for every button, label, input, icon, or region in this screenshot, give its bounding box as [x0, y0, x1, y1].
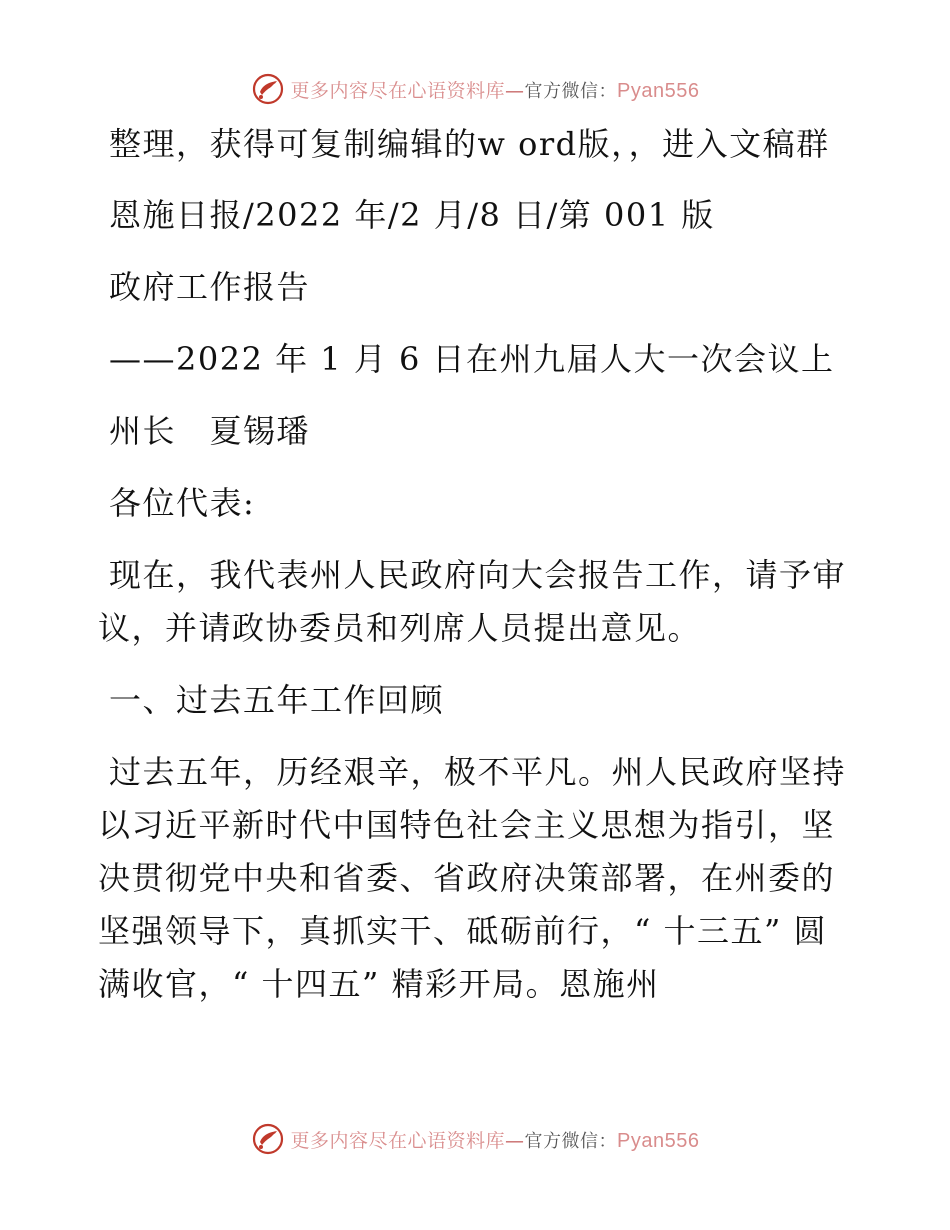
watermark-text	[291, 76, 700, 103]
watermark-sub: 官方微信：	[524, 1130, 618, 1152]
watermark-id: Pyan556	[617, 1129, 700, 1152]
watermark-dash: —	[505, 79, 525, 102]
document-title: 政府工作报告	[109, 268, 311, 306]
paragraph-2: 过去五年，历经艰辛，极不平凡。州人民政府坚持以习近平新时代中国特色社会主义思想为指引，坚决贯彻党中央和省委、省政府决策部署，在州委的坚强领导下，真抓实干、砥砺前行，“ 十三五” 圆满收官，“ 十四五” 精彩开局。恩施州	[98, 753, 847, 1003]
section-heading: 一、过去五年工作回顾	[109, 681, 445, 719]
watermark-dash: —	[505, 1129, 525, 1152]
intro-paragraph: 整理，获得可复制编辑的w ord版，，进入文稿群	[109, 125, 830, 163]
brand-logo-icon	[251, 72, 285, 106]
watermark-id: Pyan556	[617, 79, 700, 102]
signature: 州长 夏锡璠	[109, 412, 311, 450]
greeting: 各位代表:	[109, 484, 256, 522]
watermark-text	[291, 1126, 700, 1153]
watermark-brand: 更多内容尽在心语资料库	[290, 79, 506, 102]
header-watermark	[0, 72, 950, 106]
document-subtitle: ——2022 年 1 月 6 日在州九届人大一次会议上	[109, 340, 835, 378]
paragraph-1: 现在，我代表州人民政府向大会报告工作，请予审议，并请政协委员和列席人员提出意见。	[98, 556, 847, 647]
watermark-sub: 官方微信：	[524, 80, 618, 102]
brand-logo-icon	[251, 1122, 285, 1156]
footer-watermark	[0, 1122, 950, 1156]
document-body	[98, 118, 858, 1030]
source-line: 恩施日报/2022 年/2 月/8 日/第 001 版	[109, 196, 715, 234]
watermark-brand: 更多内容尽在心语资料库	[290, 1129, 506, 1152]
